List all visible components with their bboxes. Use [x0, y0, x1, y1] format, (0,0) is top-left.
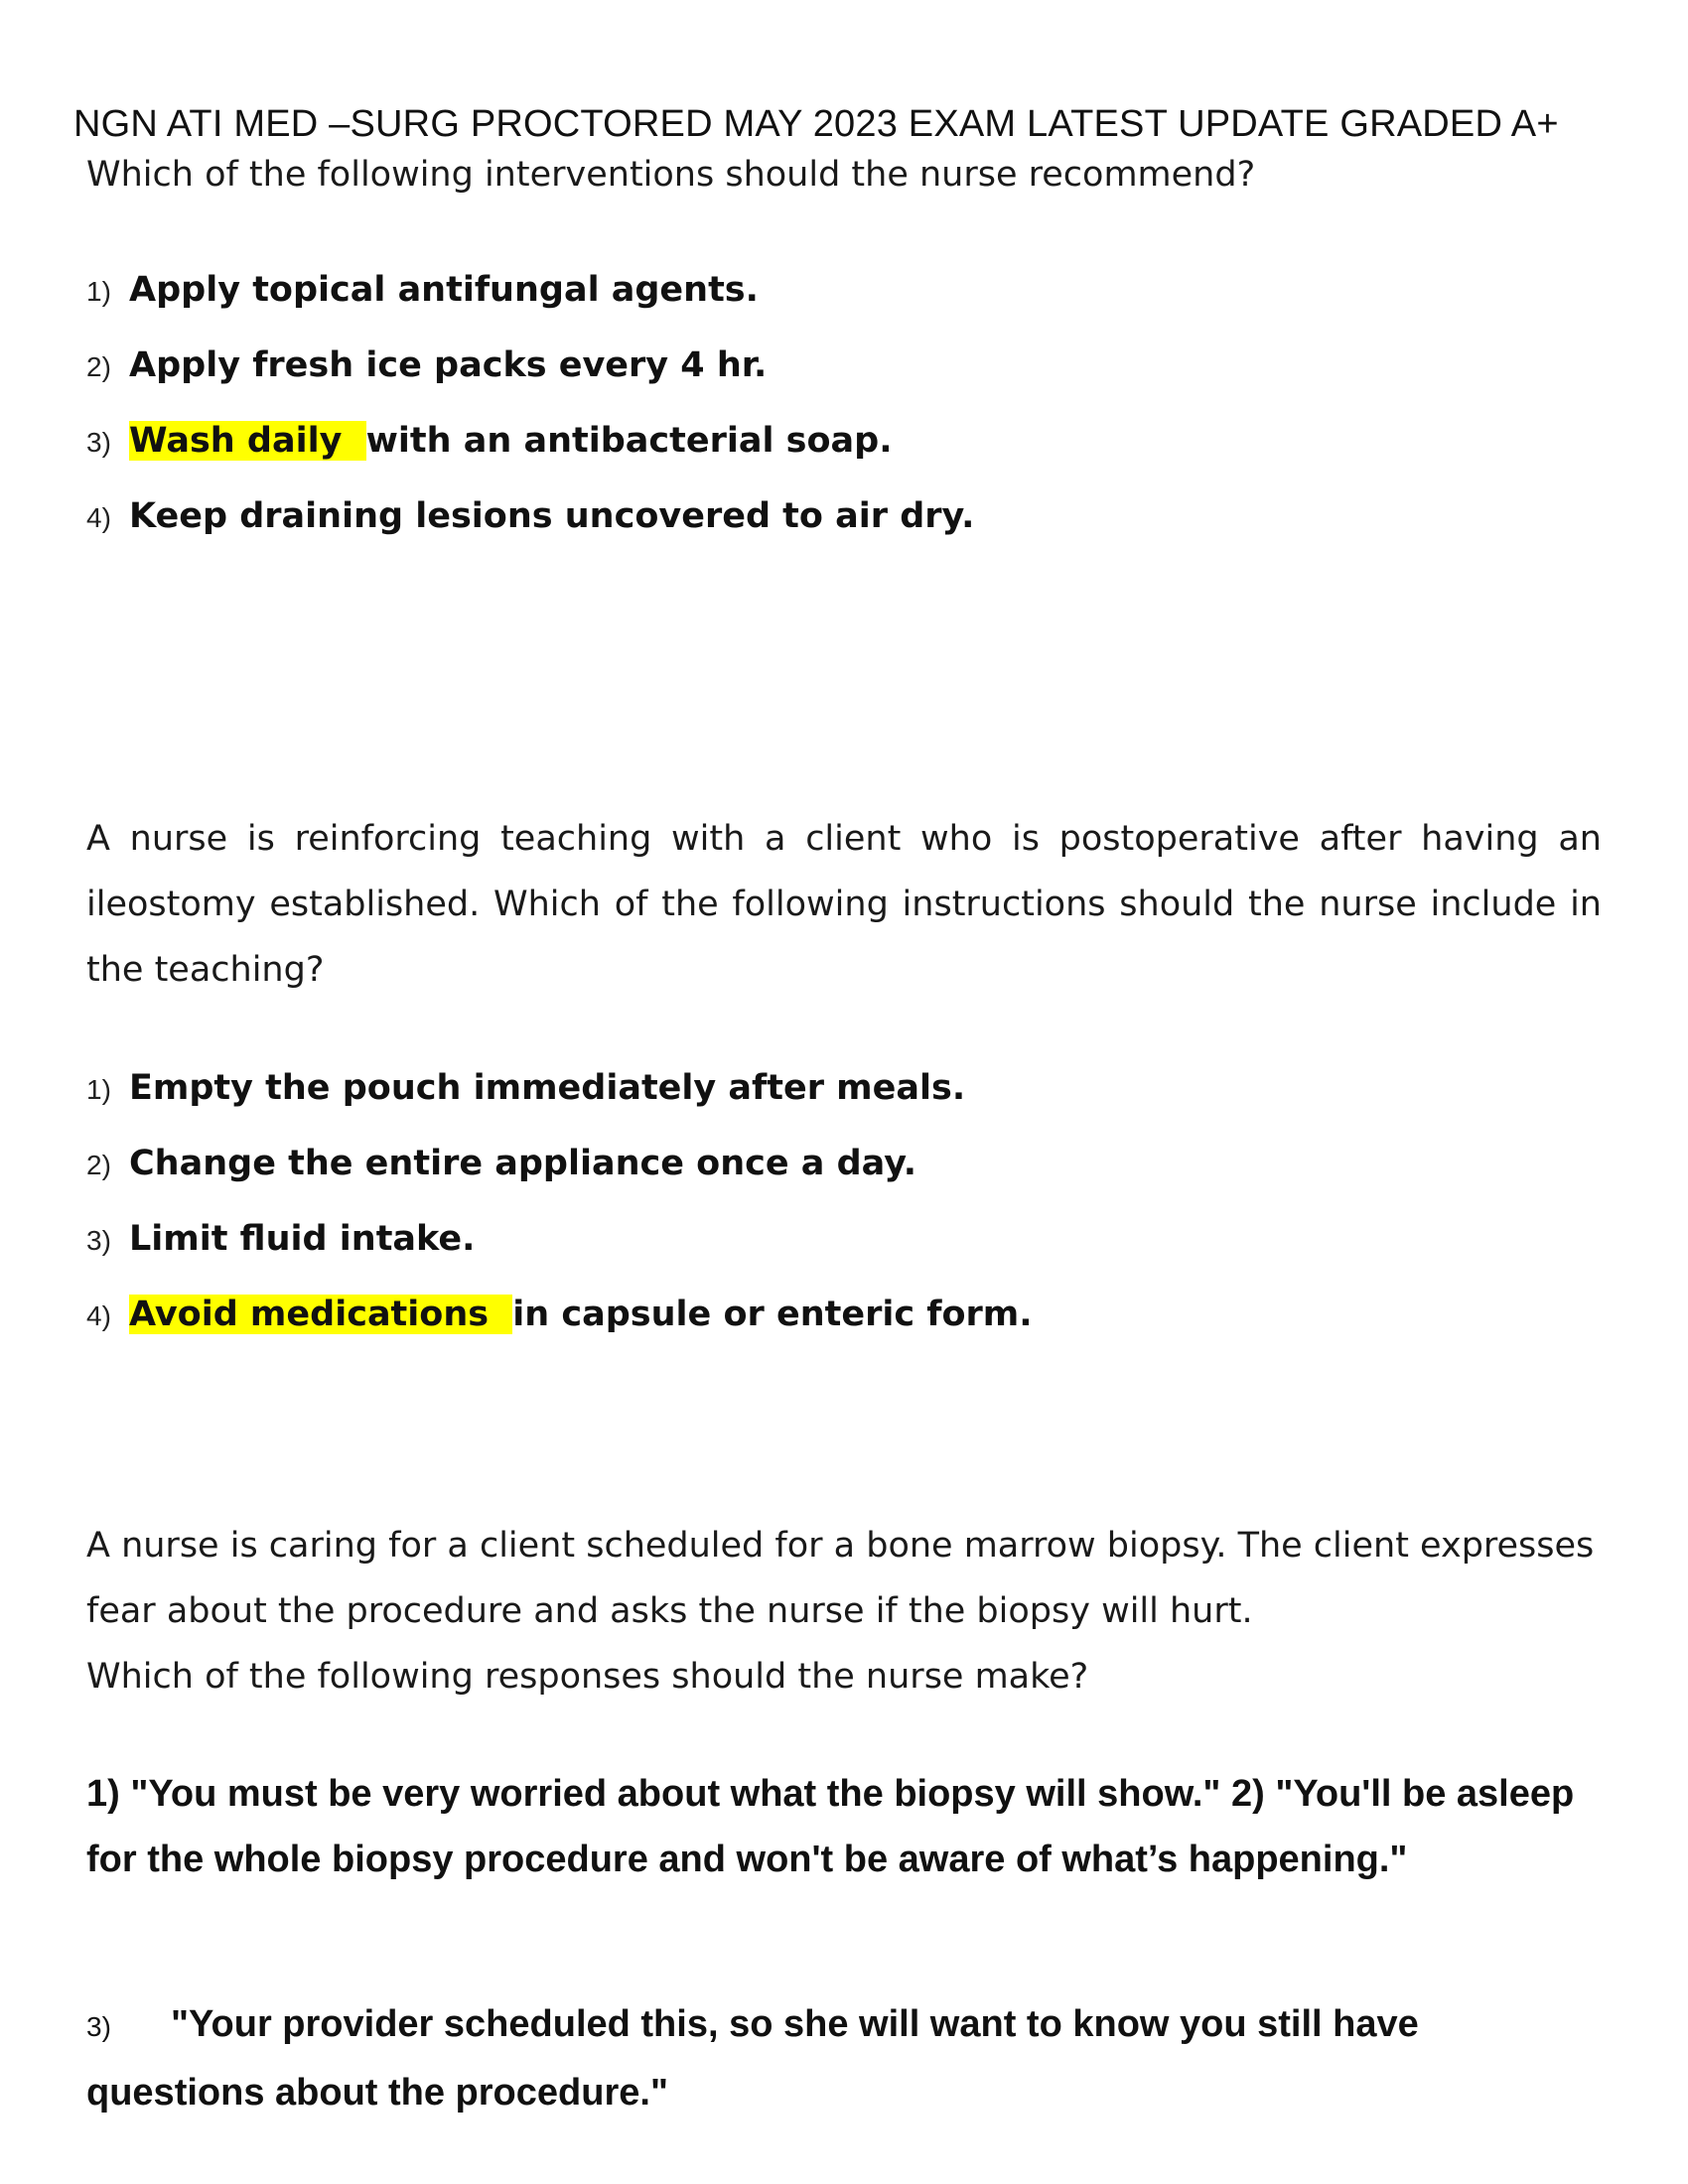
option-number: 2) — [86, 1150, 111, 1180]
question-1-stem: Which of the following interventions should the nurse recommend? — [86, 155, 1256, 195]
question-1-option-3[interactable] — [86, 411, 893, 471]
option-text: Limit fluid intake. — [129, 1219, 476, 1259]
option-text: in capsule or enteric form. — [512, 1295, 1033, 1334]
option-highlighted-text: Wash daily — [129, 421, 366, 461]
option-number: 3) — [86, 1225, 111, 1256]
option-number: 1) — [86, 1074, 111, 1105]
question-2-stem: A nurse is reinforcing teaching with a client who is postoperative after having an ileostomy established. Which of the following instructions should the nurse include in the teaching? — [86, 819, 1602, 990]
option-number: 1) — [86, 276, 111, 307]
option-text: Keep draining lesions uncovered to air dry. — [129, 496, 975, 536]
option-text: Empty the pouch immediately after meals. — [129, 1068, 966, 1108]
option-text: with an antibacterial soap. — [365, 421, 893, 461]
option-number: 2) — [86, 351, 111, 382]
option-number: 3) — [86, 2011, 111, 2042]
question-2-option-2[interactable] — [86, 1134, 916, 1193]
question-3-response-3[interactable] — [86, 1991, 1602, 2125]
question-2-option-4[interactable] — [86, 1285, 1033, 1344]
question-1-option-2[interactable] — [86, 336, 767, 395]
option-number: 4) — [86, 1300, 111, 1331]
question-3-stem: A nurse is caring for a client scheduled for a bone marrow biopsy. The client expresses fear about the procedure and asks the nurse if the biopsy will hurt. — [86, 1526, 1595, 1631]
question-1-option-4[interactable] — [86, 486, 974, 546]
question-1-option-1[interactable] — [86, 260, 759, 320]
option-text: Apply fresh ice packs every 4 hr. — [129, 345, 768, 385]
page-header: NGN ATI MED –SURG PROCTORED MAY 2023 EXAM LATEST UPDATE GRADED A+ — [73, 103, 1559, 145]
option-number: 4) — [86, 502, 111, 533]
option-number: 3) — [86, 427, 111, 458]
option-text: "Your provider scheduled this, so she will want to know you still have questions about the procedure." — [86, 2003, 1419, 2114]
option-text: Change the entire appliance once a day. — [129, 1144, 917, 1183]
option-text: Apply topical antifungal agents. — [129, 270, 759, 310]
question-2-option-1[interactable] — [86, 1058, 965, 1118]
option-highlighted-text: Avoid medications — [129, 1295, 512, 1334]
question-2-option-3[interactable] — [86, 1209, 475, 1269]
question-3-responses-1-2[interactable]: 1) "You must be very worried about what the biopsy will show." 2) "You'll be asleep for the whole biopsy procedure and won't be aware of what’s happening." — [86, 1773, 1575, 1880]
question-3-stem-prompt: Which of the following responses should the nurse make? — [86, 1657, 1089, 1697]
